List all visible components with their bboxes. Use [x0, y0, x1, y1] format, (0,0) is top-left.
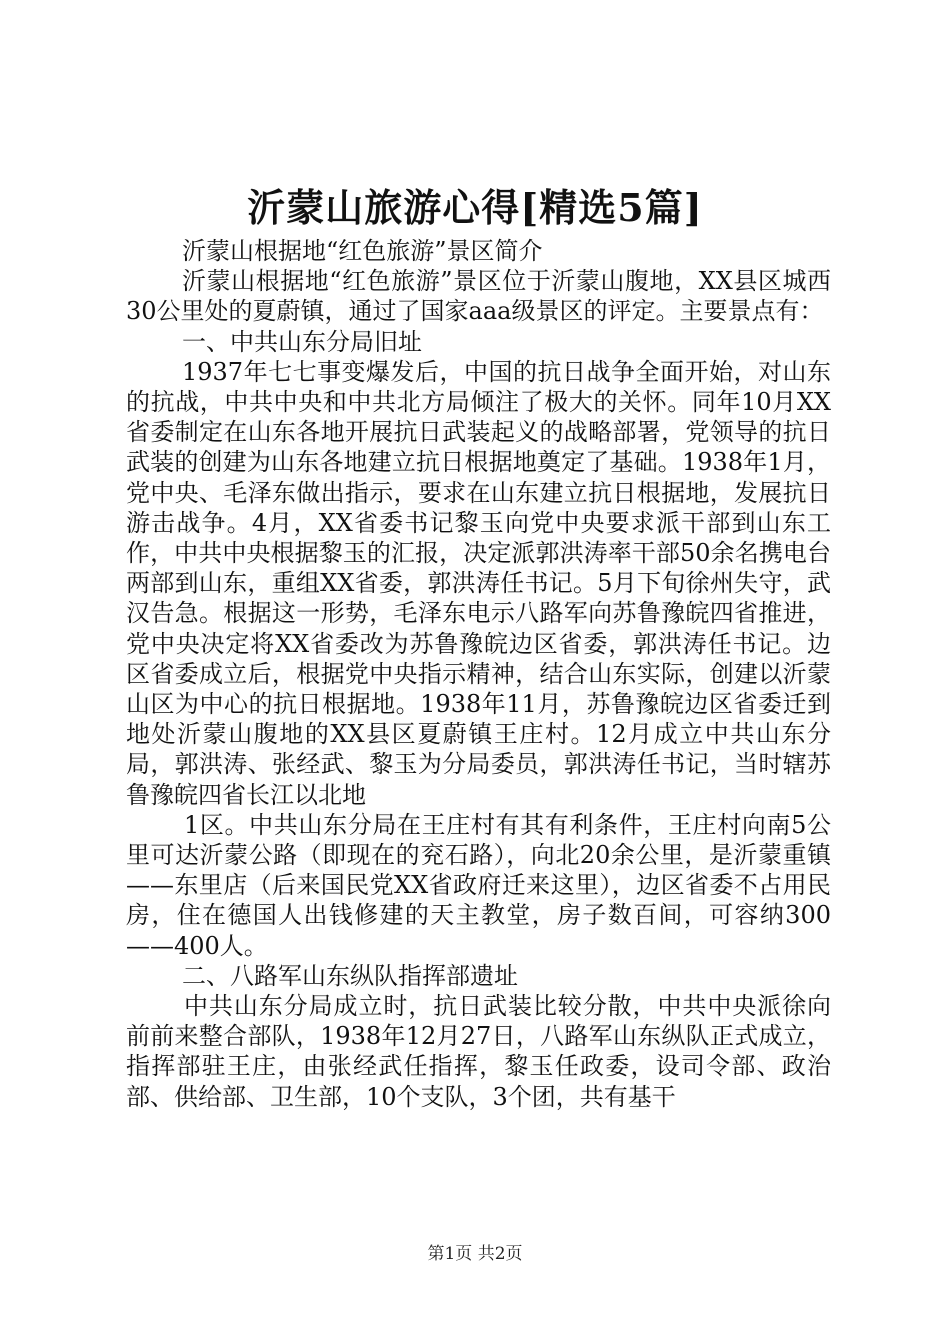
section-heading: 二、八路军山东纵队指挥部遗址 — [182, 961, 518, 990]
paragraph: 沂蒙山根据地“红色旅游”景区位于沂蒙山腹地，XX县区城西30公里处的夏蔚镇，通过了国家aaa级景区的评定。主要景点有： — [126, 267, 831, 326]
section-heading: 沂蒙山根据地“红色旅游”景区简介 — [182, 237, 543, 265]
section-heading: 一、中共山东分局旧址 — [182, 327, 422, 356]
page-title: 沂蒙山旅游心得[精选5篇] — [247, 185, 703, 230]
page-footer: 第1页 共2页 — [427, 1244, 523, 1264]
paragraph: 1区。中共山东分局在王庄村有其有利条件，王庄村向南5公里可达沂蒙公路（即现在的兖石路），向北20余公里，是沂蒙重镇——东里店（后来国民党XX省政府迁来这里），边区省委不占用民房，住在德国人出钱修建的天主教堂，房子数百间，可容纳300——400人。 — [126, 810, 831, 960]
paragraph: 1937年七七事变爆发后，中国的抗日战争全面开始，对山东的抗战，中共中央和中共北方局倾注了极大的关怀。同年10月XX省委制定在山东各地开展抗日武装起义的战略部署，党领导的抗日武装的创建为山东各地建立抗日根据地奠定了基础。1938年1月，党中央、毛泽东做出指示，要求在山东建立抗日根据地，发展抗日游击战争。4月，XX省委书记黎玉向党中央要求派干部到山东工作，中共中央根据黎玉的汇报，决定派郭洪涛率干部50余名携电台两部到山东，重组XX省委，郭洪涛任书记。5月下旬徐州失守，武汉告急。根据这一形势，毛泽东电示八路军向苏鲁豫皖四省推进，党中央决定将XX省委改为苏鲁豫皖边区省委，郭洪涛任书记。边区省委成立后，根据党中央指示精神，结合山东实际，创建以沂蒙山区为中心的抗日根据地。1938年11月，苏鲁豫皖边区省委迁到地处沂蒙山腹地的XX县区夏蔚镇王庄村。12月成立中共山东分局，郭洪涛、张经武、黎玉为分局委员，郭洪涛任书记，当时辖苏鲁豫皖四省长江以北地 — [126, 357, 831, 809]
paragraph: 中共山东分局成立时，抗日武装比较分散，中共中央派徐向前前来整合部队，1938年12月27日，八路军山东纵队正式成立，指挥部驻王庄，由张经武任指挥，黎玉任政委，设司令部、政治部、供给部、卫生部，10个支队，3个团，共有基干 — [126, 992, 831, 1111]
document-body — [126, 236, 831, 1112]
